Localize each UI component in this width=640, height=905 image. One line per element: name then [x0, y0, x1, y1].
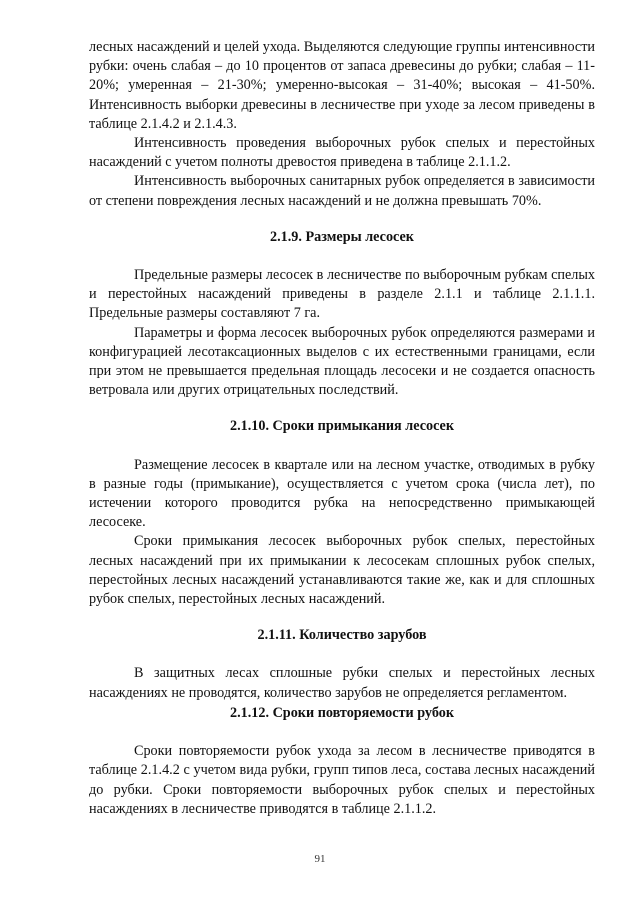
section-heading-2-1-9: 2.1.9. Размеры лесосек — [270, 228, 414, 245]
section-heading-2-1-11: 2.1.11. Количество зарубов — [257, 627, 427, 644]
section-2-1-9-paragraph-1: Предельные размеры лесосек в лесничестве по выборочным рубкам спелых и перестойных насаждений приведены в разделе 2.1.1 и таблице 2.1.1.1. Предельные размеры составляют 7 га. — [89, 267, 595, 322]
intensity-paragraph: Интенсивность проведения выборочных рубок спелых и перестойных насаждений с учетом полноты древостоя приведена в таблице 2.1.1.2. — [89, 135, 595, 171]
section-2-1-10-paragraph-2: Сроки примыкания лесосек выборочных рубок спелых, перестойных лесных насаждений при их примыкании к лесосекам сплошных рубок спелых, перестойных лесных насаждений устанавливаются такие же, как и для сплошных рубок спелых, перестойных лесных насаждений. — [89, 533, 595, 608]
intro-paragraph: лесных насаждений и целей ухода. Выделяются следующие группы интенсивности рубки: очень слабая – до 10 процентов от запаса древесины до рубки; слабая – 11-20%; умеренная – 21-30%; умеренно-высокая – 31-40%; высокая – 41-50%. Интенсивность выборки древесины в лесничестве при уходе за лесом приведены в таблице 2.1.4.2 и 2.1.4.3. — [89, 39, 595, 132]
page-number: 91 — [314, 853, 326, 865]
section-2-1-10-paragraph-1: Размещение лесосек в квартале или на лесном участке, отводимых в рубку в разные годы (примыкание), осуществляется с учетом срока (числа лет), по истечении которого проводится рубка на непосредственно примыкающей лесосеке. — [89, 456, 595, 531]
section-2-1-12-paragraph-1: Сроки повторяемости рубок ухода за лесом в лесничестве приводятся в таблице 2.1.4.2 с учетом вида рубки, групп типов леса, состава лесных насаждений до рубки. Сроки повторяемости выборочных рубок спелых и перестойных насаждениях в лесничестве приводятся в таблице 2.1.1.2. — [89, 743, 595, 817]
section-2-1-11-paragraph-1: В защитных лесах сплошные рубки спелых и перестойных лесных насаждениях не проводятся, количество зарубов не определяется регламентом. — [89, 665, 595, 701]
sanitary-intensity-paragraph: Интенсивность выборочных санитарных рубок определяется в зависимости от степени повреждения лесных насаждений и не должна превышать 70%. — [89, 173, 595, 209]
section-2-1-9-paragraph-2: Параметры и форма лесосек выборочных рубок определяются размерами и конфигурацией лесотаксационных выделов с их естественными границами, если при этом не превышается предельная площадь лесосеки и не создается опасность ветровала или других отрицательных последствий. — [89, 324, 595, 399]
document-page — [89, 38, 595, 819]
section-heading-2-1-10: 2.1.10. Сроки примыкания лесосек — [229, 418, 455, 435]
section-heading-2-1-12: 2.1.12. Сроки повторяемости рубок — [230, 704, 454, 721]
